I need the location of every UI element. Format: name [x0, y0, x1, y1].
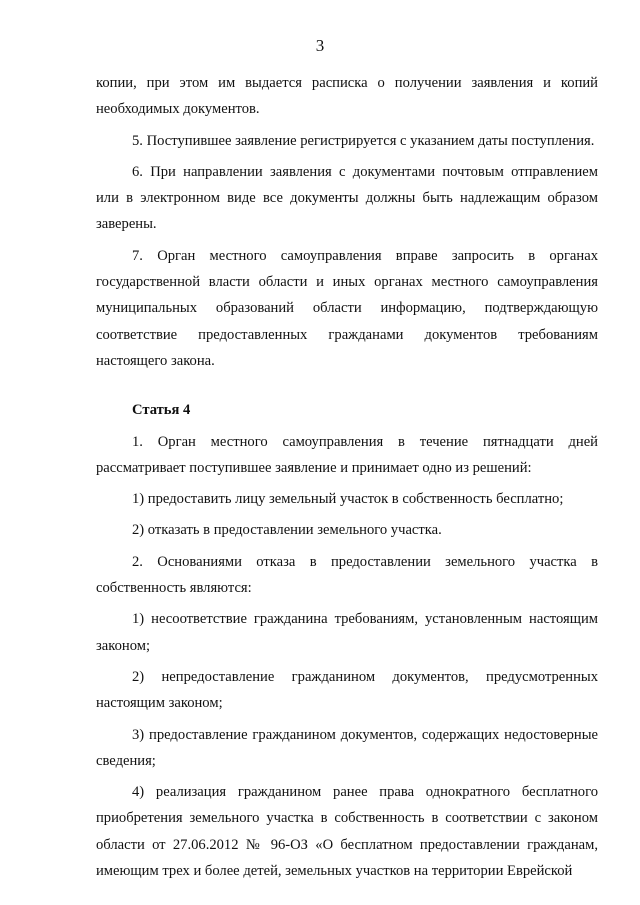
- article-4-item-2-sub-1: 1) несоответствие гражданина требованиям, установленным настоящим законом;: [96, 611, 598, 654]
- article-4-item-2: 2. Основаниями отказа в предоставлении земельного участка в собственность являются:: [96, 553, 598, 597]
- article-4-item-2-sub-4: 4) реализация гражданином ранее права однократного бесплатного приобретения земельного участка в собственность в соответствии с законом области от 27.06.2012 № 96-ОЗ «О бесплатном предоставлении гражданам, имеющим трех и более детей, земельных участков на территории Еврейской: [96, 784, 598, 880]
- paragraph-6: 6. При направлении заявления с документами почтовым отправлением или в электронном виде все документы должны быть надлежащим образом заверены.: [96, 163, 598, 233]
- paragraph-5: 5. Поступившее заявление регистрируется с указанием даты поступления.: [132, 132, 595, 149]
- paragraph-continuation: копии, при этом им выдается расписка о получении заявления и копий необходимых документов.: [96, 75, 598, 118]
- article-4-item-1: 1. Орган местного самоуправления в течение пятнадцати дней рассматривает поступившее заявление и принимает одно из решений:: [96, 433, 598, 476]
- page-number: 3: [315, 36, 325, 55]
- paragraph-7: 7. Орган местного самоуправления вправе запросить в органах государственной власти области и иных органах местного самоуправления муниципальных образований области информацию, подтверждающую соответствие предоставленных гражданами документов требованиям настоящего закона.: [96, 247, 598, 369]
- article-4-item-1-sub-2: 2) отказать в предоставлении земельного участка.: [132, 522, 442, 539]
- article-heading: Статья 4: [132, 402, 191, 419]
- article-4-item-2-sub-3: 3) предоставление гражданином документов, содержащих недостоверные сведения;: [96, 726, 598, 769]
- document-body: [96, 70, 598, 884]
- article-4-item-1-sub-1: 1) предоставить лицу земельный участок в собственность бесплатно;: [132, 491, 564, 508]
- article-4-item-2-sub-2: 2) непредоставление гражданином документов, предусмотренных настоящим законом;: [96, 668, 598, 712]
